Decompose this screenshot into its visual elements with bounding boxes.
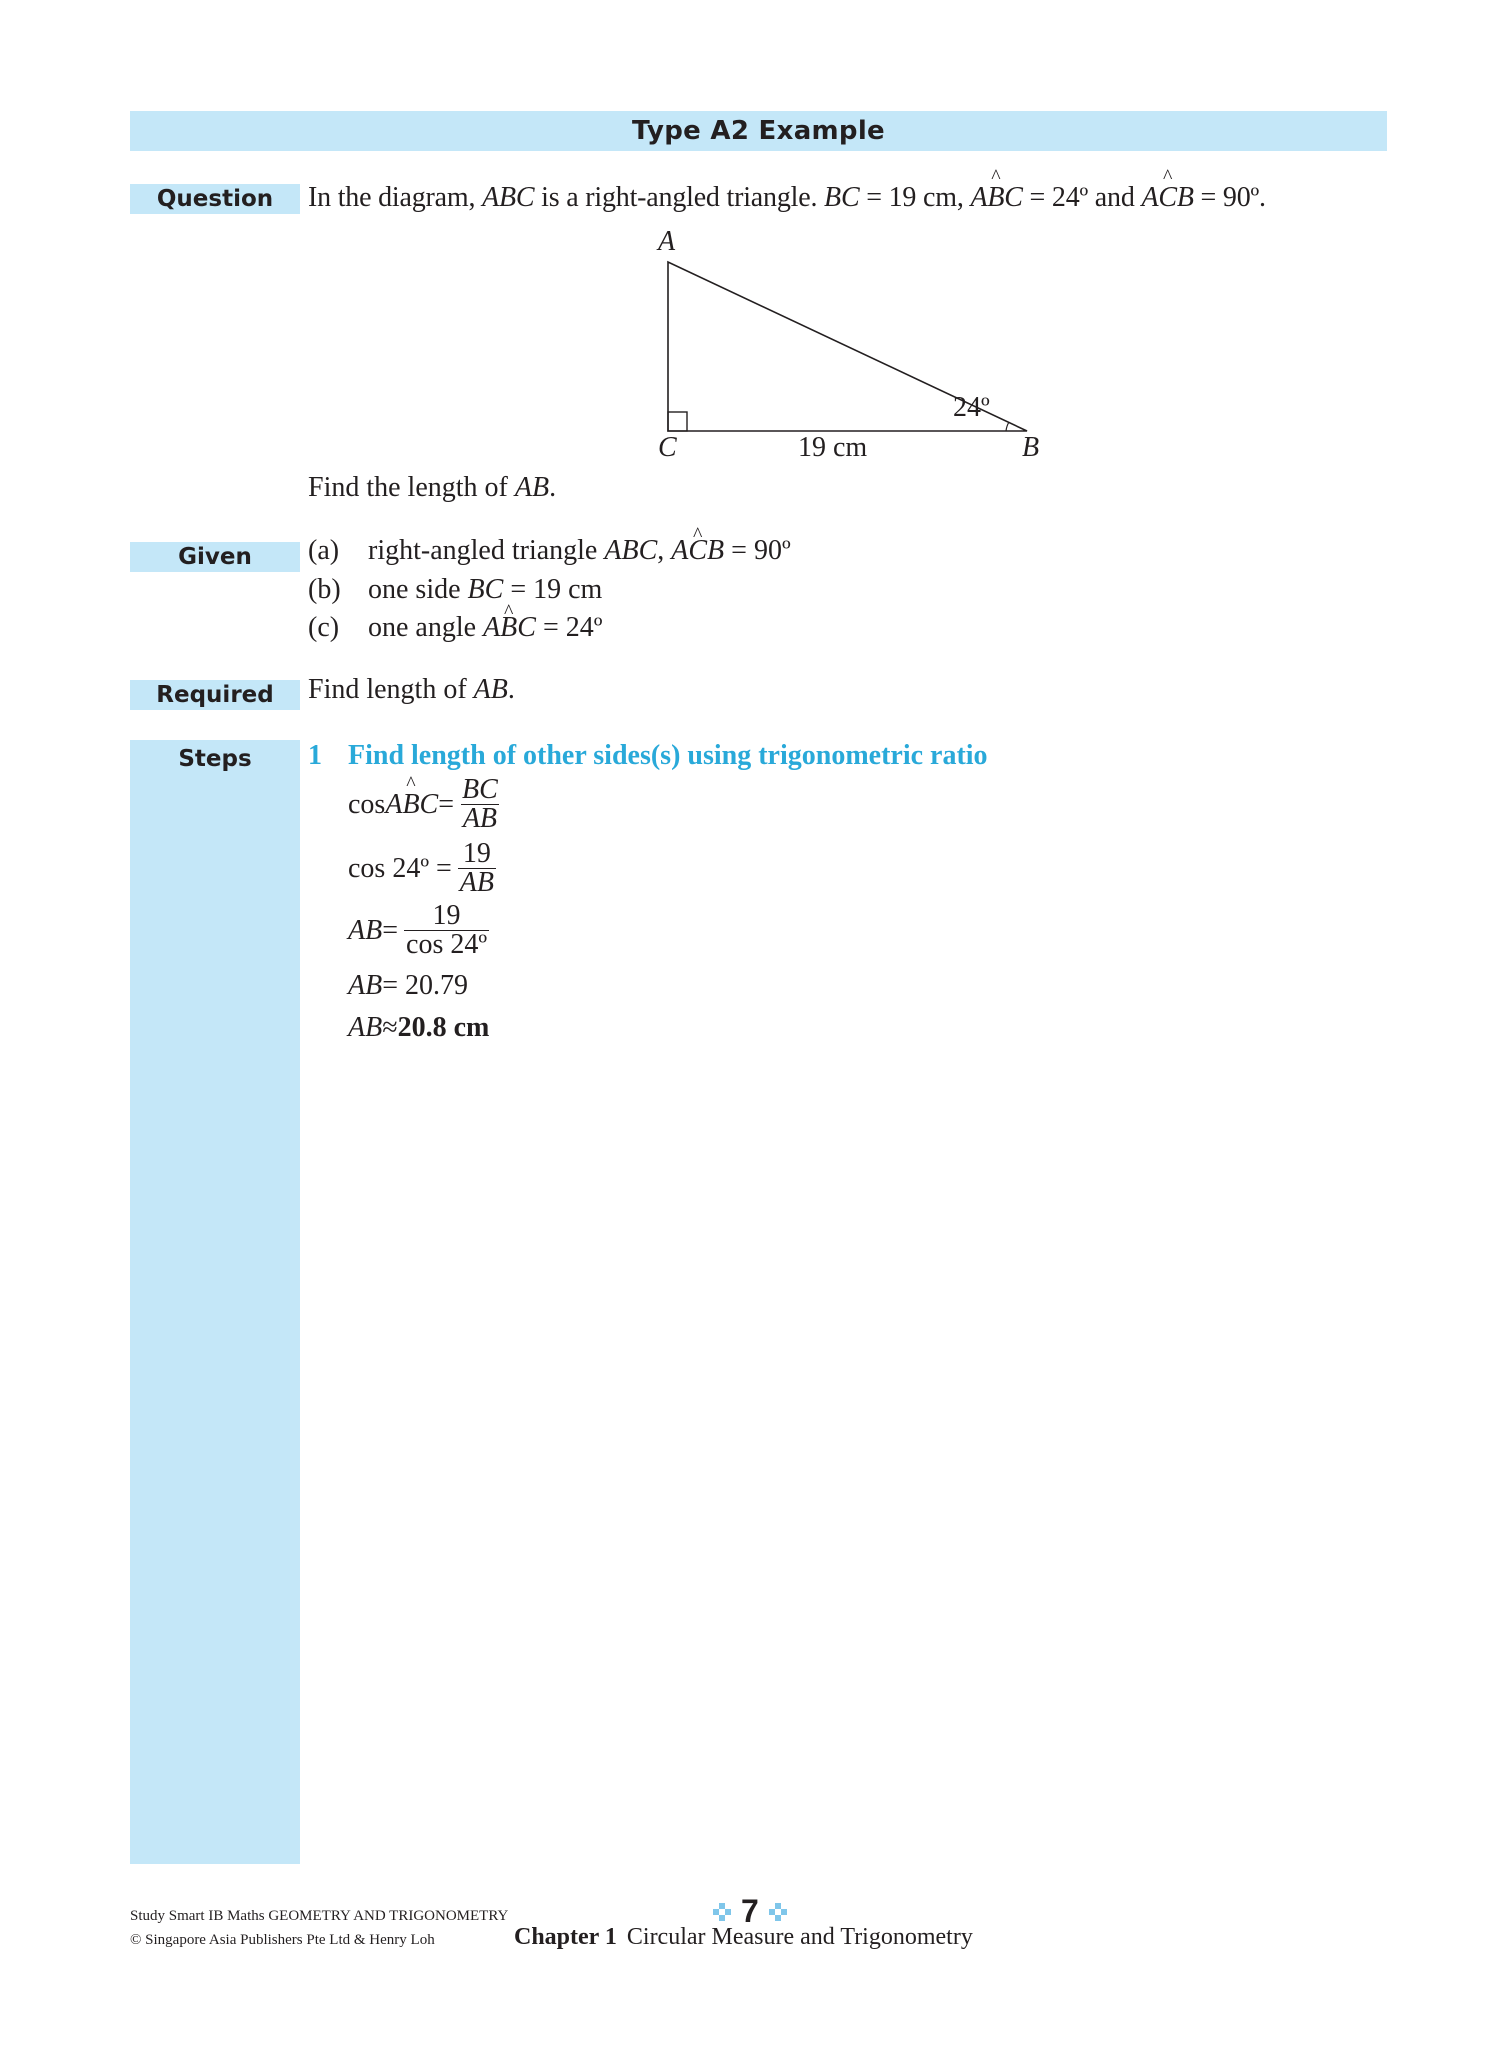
fraction: $\frac{19}{\text{cos 24º}}$ [406, 900, 488, 960]
diamond-ornament-icon [713, 1903, 731, 1921]
footer-book-title: Study Smart IB Maths GEOMETRY AND TRIGONOMETRY [130, 1908, 509, 1924]
step-1-answer: AB ≈ 20.8 cm [348, 1012, 490, 1043]
example-title: Type A2 Example [632, 116, 885, 146]
side-bc-label: 19 cm [798, 432, 868, 463]
given-item-c: (c) one angle A^ BC = 24º [308, 609, 791, 648]
step-1-line-4: AB = 20.79 [348, 970, 469, 1001]
footer-chapter: Chapter 1 Circular Measure and Trigonometry [514, 1924, 973, 1950]
fraction: $\frac{BC}{AB}$ [462, 774, 498, 834]
final-answer: 20.8 cm [397, 1012, 490, 1043]
angle-b-label: 24º [953, 392, 990, 423]
vertex-c-label: C [658, 432, 677, 463]
question-label: Question [130, 184, 300, 214]
triangle-diagram [620, 220, 1060, 475]
step-1-line-1: cos A ^ B C = $\frac{BC}{AB}$ [348, 776, 500, 833]
given-item-b: (b) one side BC = 19 cm [308, 573, 603, 605]
diamond-ornament-icon [769, 1903, 787, 1921]
vertex-b-label: B [1022, 432, 1040, 463]
required-label: Required [130, 680, 300, 710]
vertex-a-label: A [658, 226, 676, 257]
example-title-bar [130, 111, 1387, 151]
required-text: Find length of AB. [308, 674, 515, 705]
given-label: Given [130, 542, 300, 572]
fraction: $\frac{19}{AB}$ [459, 838, 495, 898]
given-list [308, 532, 791, 648]
footer-copyright: © Singapore Asia Publishers Pte Ltd & Henry Loh [130, 1932, 435, 1948]
step-1-heading: 1 Find length of other sides(s) using trigonometric ratio [308, 740, 988, 771]
question-text: In the diagram, ABC is a right-angled triangle. BC = 19 cm, A^ BC = 24º and A^ CB = 90º. [308, 182, 1266, 214]
question-find-text: Find the length of AB. [308, 472, 557, 503]
step-1-line-2: cos 24º = $\frac{19}{AB}$ [348, 838, 495, 898]
page-number: 7 [713, 1893, 787, 1930]
steps-label: Steps [130, 740, 300, 1864]
step-1-line-3: AB = $\frac{19}{\text{cos 24º}}$ [348, 900, 488, 960]
given-item-a: (a) right-angled triangle ABC, A^ CB = 90º [308, 532, 791, 571]
